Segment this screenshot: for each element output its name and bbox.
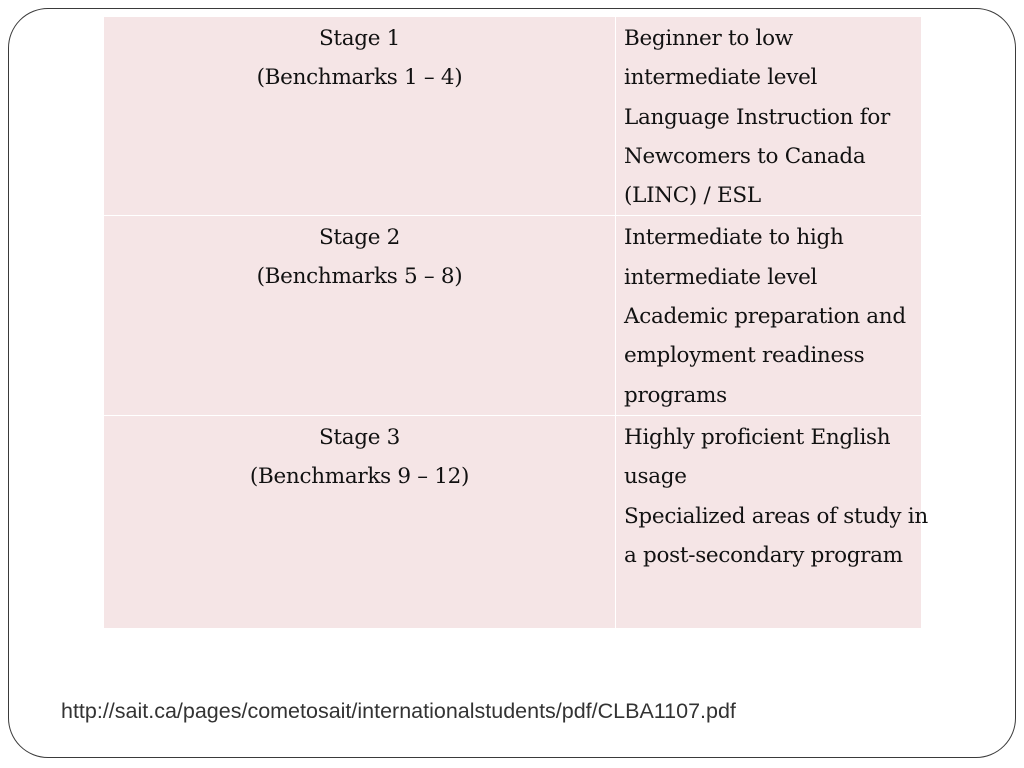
description-line: programs xyxy=(624,382,727,408)
table-row xyxy=(104,216,922,415)
stage-benchmarks: (Benchmarks 1 – 4) xyxy=(256,65,463,90)
stage-cell xyxy=(104,415,616,628)
description-cell xyxy=(616,415,928,628)
description-line: Highly proficient English xyxy=(624,424,891,450)
stage-cell xyxy=(104,17,616,216)
table-row xyxy=(104,415,922,628)
description-line: a post-secondary program xyxy=(624,542,903,568)
stage-benchmarks: (Benchmarks 5 – 8) xyxy=(256,264,463,290)
stage-name: Stage 2 xyxy=(318,225,401,251)
description-line: intermediate level xyxy=(624,65,818,91)
stage-name: Stage 3 xyxy=(318,424,401,450)
stage-name: Stage 1 xyxy=(318,26,401,51)
description-line: Specialized areas of study in xyxy=(624,503,928,529)
description-line: intermediate level xyxy=(624,264,818,290)
description-line: Beginner to low xyxy=(624,26,793,51)
description-line: (LINC) / ESL xyxy=(624,183,761,209)
stage-benchmarks: (Benchmarks 9 – 12) xyxy=(249,463,470,489)
description-cell xyxy=(616,216,922,415)
stages-table xyxy=(103,16,928,629)
description-line: employment readiness xyxy=(624,343,865,369)
source-url[interactable]: http://sait.ca/pages/cometosait/internationalstudents/pdf/CLBA1107.pdf xyxy=(61,699,736,723)
table-row xyxy=(104,17,922,216)
description-line: Intermediate to high xyxy=(624,225,844,251)
description-line: Academic preparation and xyxy=(624,304,906,330)
description-line: Newcomers to Canada xyxy=(624,143,866,169)
stage-cell xyxy=(104,216,616,415)
description-cell xyxy=(616,17,922,216)
description-line: Language Instruction for xyxy=(624,104,890,130)
description-line: usage xyxy=(624,464,687,490)
